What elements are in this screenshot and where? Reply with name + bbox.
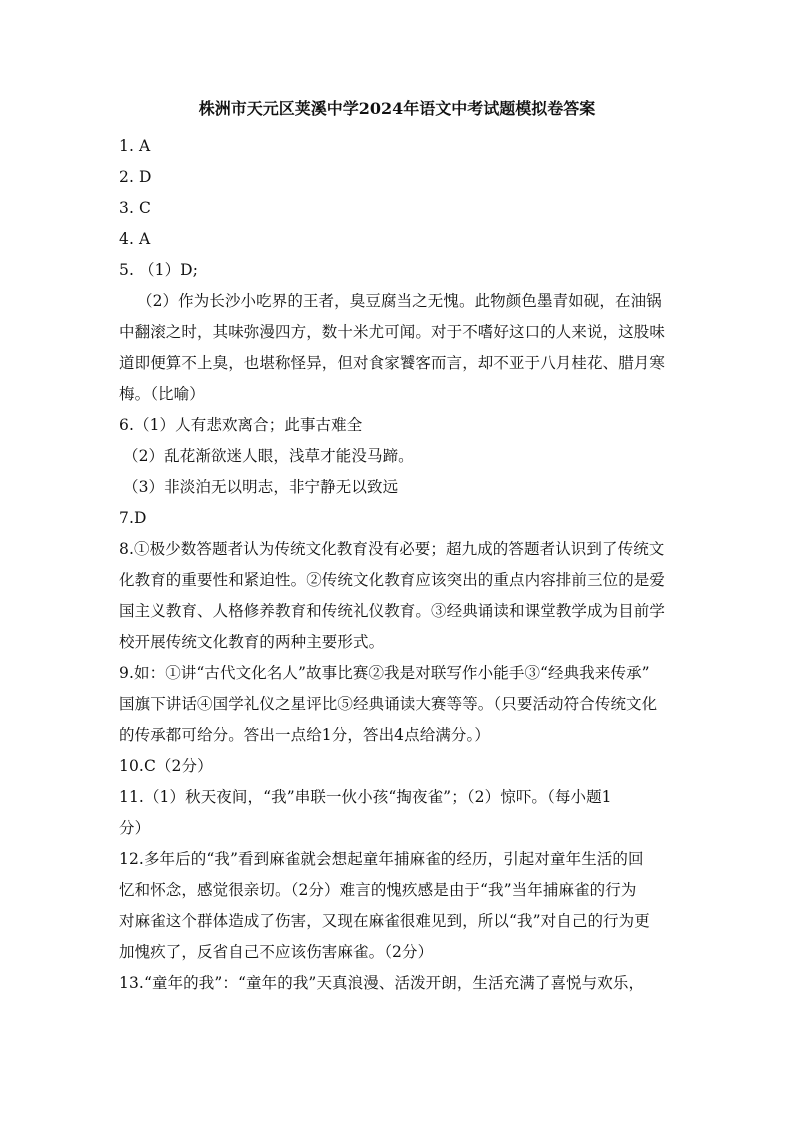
answer-line: 1. A [119, 137, 151, 155]
answer-line: 3. C [119, 199, 151, 217]
answer-line: （2）乱花渐欲迷人眼，浅草才能没马蹄。 [123, 447, 414, 465]
answer-line: 6.（1）人有悲欢离合；此事古难全 [119, 416, 363, 434]
answer-line: 加愧疚了，反省自己不应该伤害麻雀。（2分） [119, 943, 434, 961]
answer-line: （2）作为长沙小吃界的王者，臭豆腐当之无愧。此物颜色墨青如砚，在油锅 [137, 292, 662, 310]
answer-line: 12.多年后的“我”看到麻雀就会想起童年捕麻雀的经历，引起对童年生活的回 [119, 850, 644, 868]
answer-line: 7.D [119, 509, 147, 527]
answer-line: 8.①极少数答题者认为传统文化教育没有必要；超九成的答题者认识到了传统文 [119, 540, 665, 558]
answer-line: 10.C（2分） [119, 757, 213, 775]
answer-line: 9.如：①讲“古代文化名人”故事比赛②我是对联写作小能手③“经典我来传承” [119, 664, 650, 682]
answer-list [119, 131, 684, 999]
answer-line: （3）非淡泊无以明志，非宁静无以致远 [123, 478, 399, 496]
answer-line: 梅。（比喻） [119, 385, 205, 403]
answer-line: 国旗下讲话④国学礼仪之星评比⑤经典诵读大赛等等。（只要活动符合传统文化 [119, 695, 658, 713]
answer-line: 13.“童年的我”：“童年的我”天真浪漫、活泼开朗，生活充满了喜悦与欢乐， [119, 974, 645, 992]
answer-line: 5. （1）D; [119, 261, 199, 279]
answer-line: 的传承都可给分。答出一点给1分，答出4点给满分。） [119, 726, 490, 744]
answer-line: 国主义教育、人格修养教育和传统礼仪教育。③经典诵读和课堂教学成为目前学 [119, 602, 666, 620]
answer-line: 道即便算不上臭，也堪称怪异，但对食家饕客而言，却不亚于八月桂花、腊月寒 [119, 354, 666, 372]
answer-line: 分） [119, 819, 151, 837]
answer-line: 4. A [119, 230, 151, 248]
answer-line: 化教育的重要性和紧迫性。②传统文化教育应该突出的重点内容排前三位的是爱 [119, 571, 666, 589]
document-title: 株洲市天元区荚溪中学2024年语文中考试题模拟卷答案 [198, 99, 596, 118]
answer-line: 11.（1）秋天夜间，“我”串联一伙小孩“掏夜雀”；（2）惊吓。（每小题1 [119, 788, 612, 806]
answer-line: 校开展传统文化教育的两种主要形式。 [119, 633, 385, 651]
answer-line: 2. D [119, 168, 152, 186]
answer-line: 中翻滚之时，其味弥漫四方，数十米尤可闻。对于不嗜好这口的人来说，这股味 [119, 323, 666, 341]
answer-line: 忆和怀念，感觉很亲切。（2分）难言的愧疚感是由于“我”当年捕麻雀的行为 [119, 881, 637, 899]
answer-line: 对麻雀这个群体造成了伤害，又现在麻雀很难见到，所以“我”对自己的行为更 [119, 912, 650, 930]
